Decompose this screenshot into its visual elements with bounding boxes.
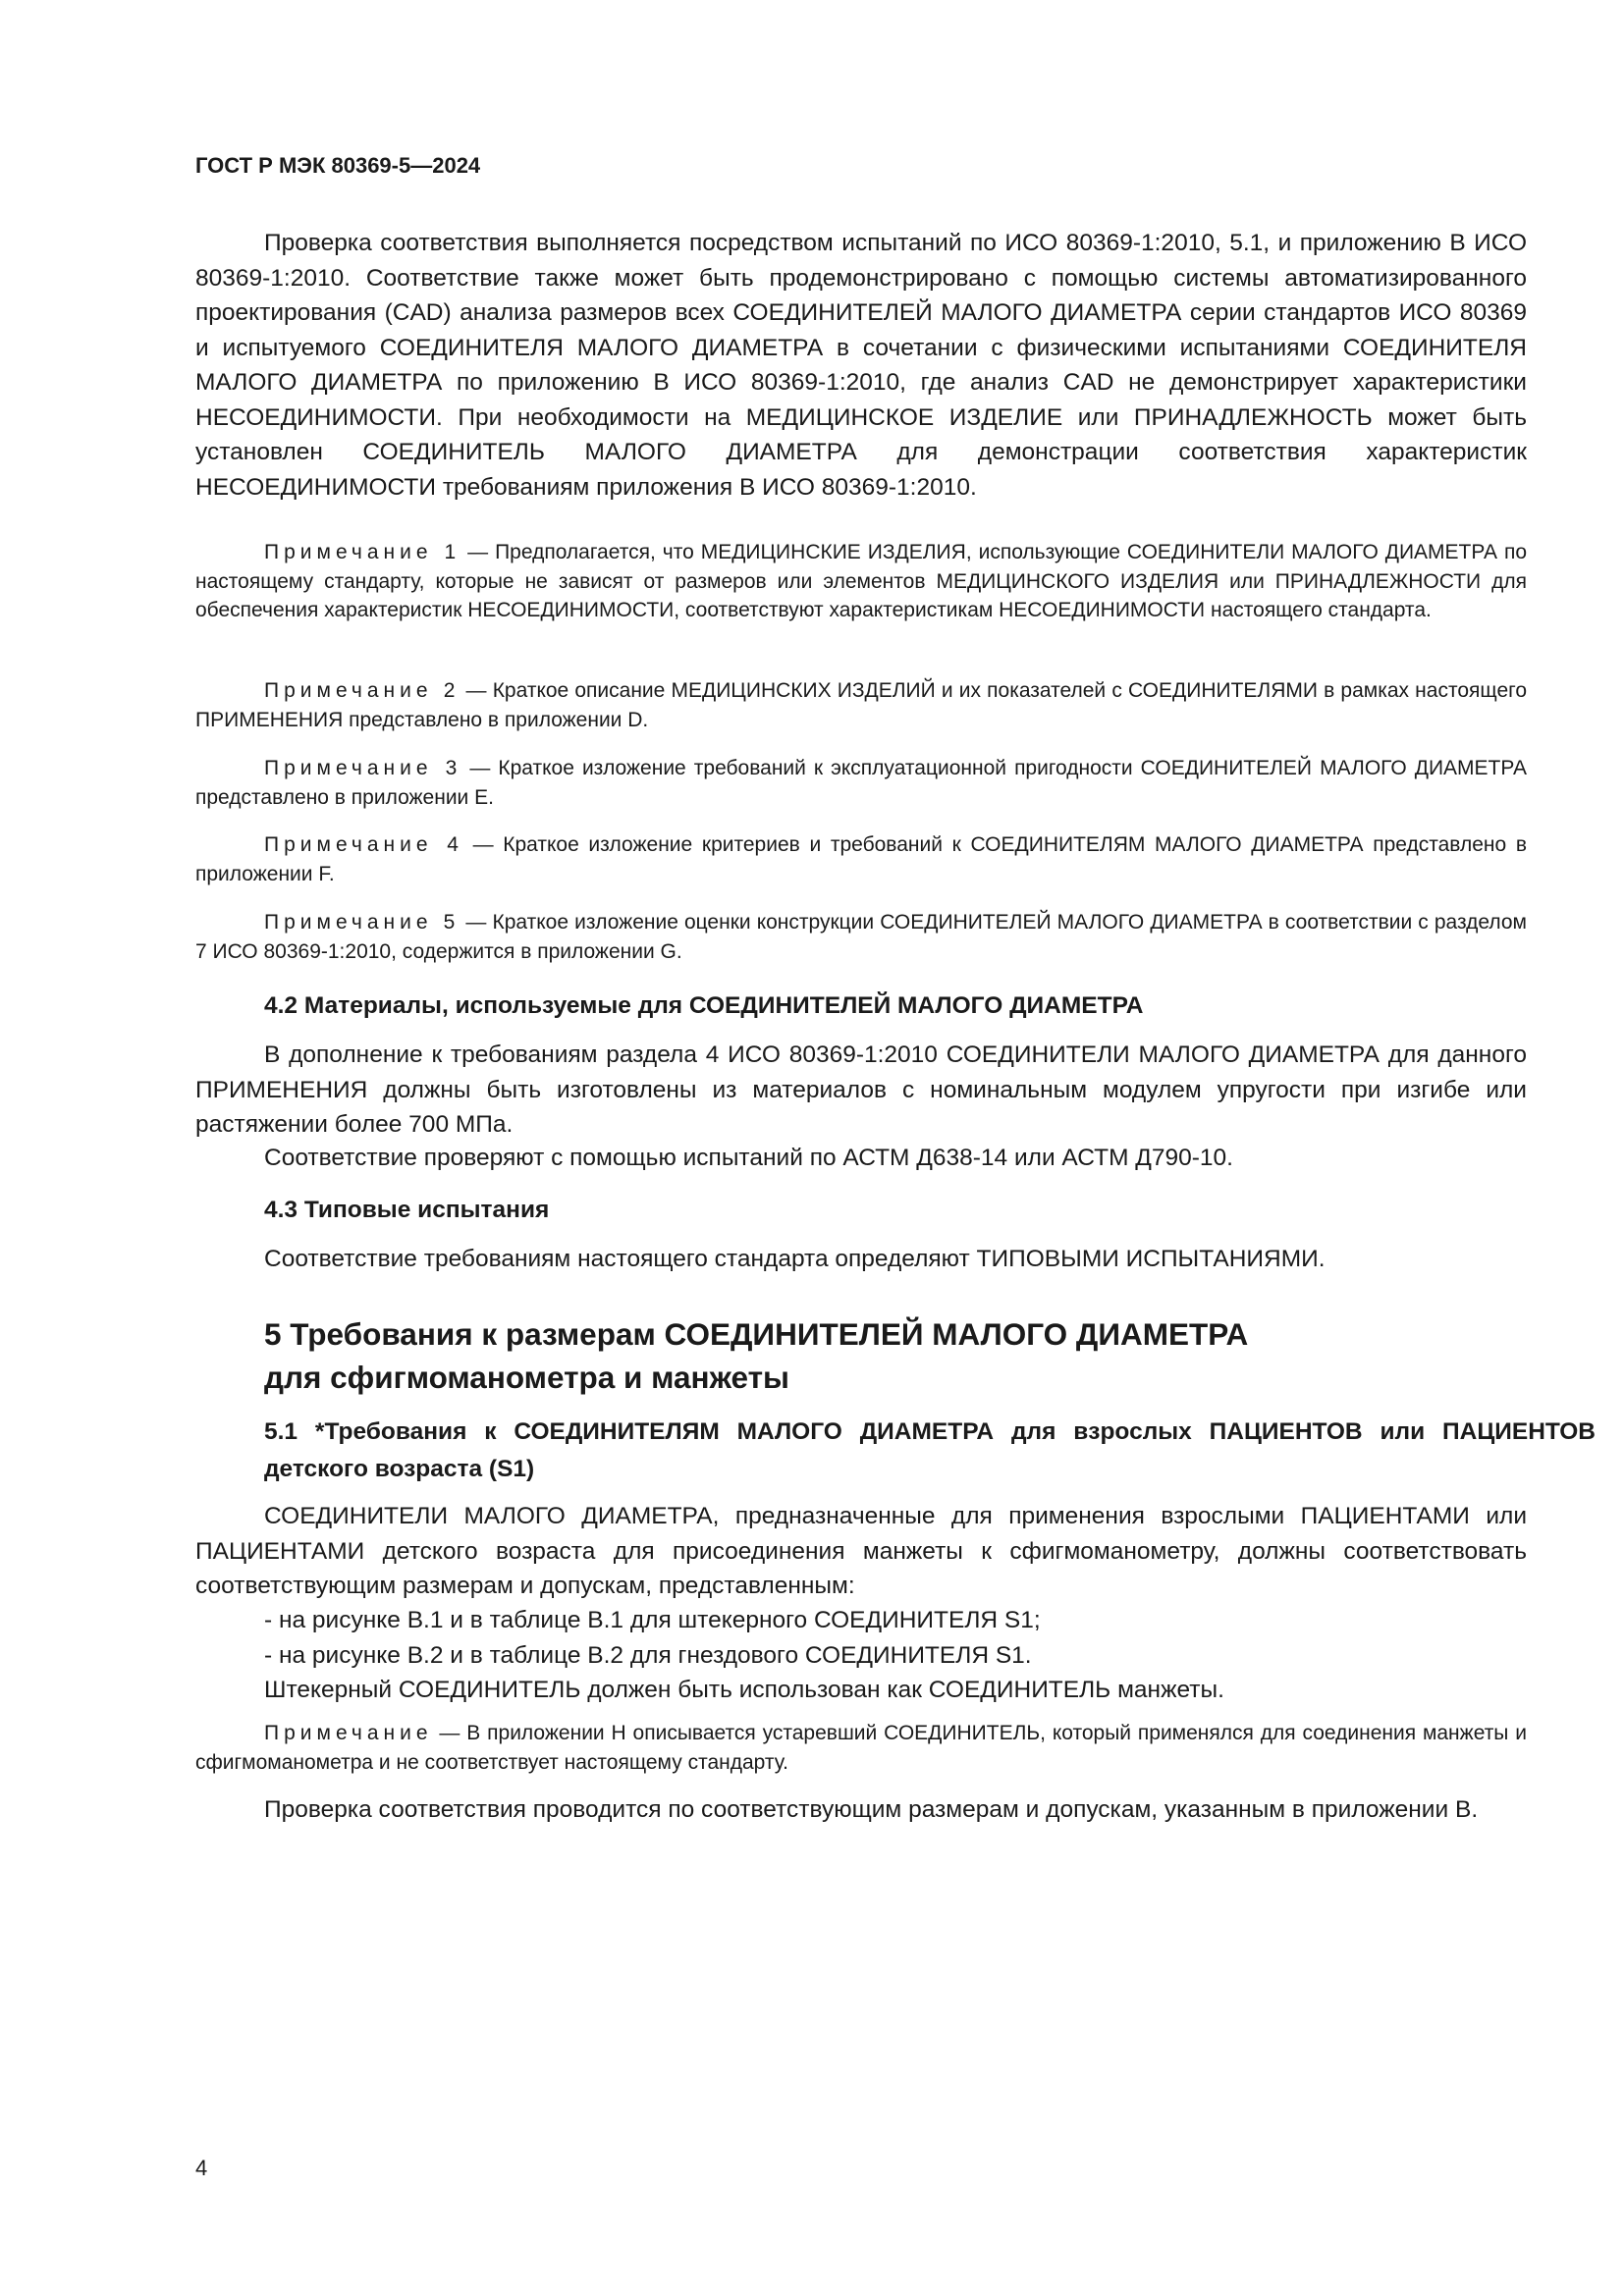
note-4 [195, 830, 1527, 888]
note-1 [195, 538, 1527, 625]
section-4-2-check: Соответствие проверяют с помощью испытаний по АСТМ Д638-14 или АСТМ Д790-10. [264, 1145, 1233, 1171]
section-5-heading-line-2: для сфигмоманометра и манжеты [264, 1360, 789, 1395]
note-label: Примечание 5 [264, 911, 460, 934]
note-label: Примечание 2 [264, 679, 460, 702]
note-label: Примечание 1 [264, 541, 461, 563]
note-label: Примечание 4 [264, 833, 463, 856]
section-5-1-paragraph: СОЕДИНИТЕЛИ МАЛОГО ДИАМЕТРА, предназначенные для применения взрослыми ПАЦИЕНТАМИ или ПАЦИЕНТАМИ детского возраста для присоединения манжеты к сфигмоманометру, должны соответствовать соответствующим размерам и допускам, представленным: [195, 1503, 1527, 1599]
note-5 [195, 908, 1527, 966]
note-text: — В приложении Н описывается устаревший СОЕДИНИТЕЛЬ, который применялся для соединения манжеты и сфигмоманометра и не соответствует настоящему стандарту. [195, 1722, 1527, 1774]
section-5-heading-line-1: 5 Требования к размерам СОЕДИНИТЕЛЕЙ МАЛОГО ДИАМЕТРА [264, 1316, 1249, 1352]
note-3 [195, 754, 1527, 812]
section-4-3-heading: 4.3 Типовые испытания [264, 1197, 550, 1223]
note-text: — Краткое описание МЕДИЦИНСКИХ ИЗДЕЛИЙ и их показателей с СОЕДИНИТЕЛЯМИ в рамках настоящего ПРИМЕНЕНИЯ представлено в приложении D. [195, 679, 1527, 731]
note-label: Примечание [264, 1722, 433, 1744]
plug-statement: Штекерный СОЕДИНИТЕЛЬ должен быть использован как СОЕДИНИТЕЛЬ манжеты. [264, 1677, 1224, 1703]
document-header: ГОСТ Р МЭК 80369-5—2024 [195, 153, 481, 178]
section-4-2-paragraph: В дополнение к требованиям раздела 4 ИСО 80369-1:2010 СОЕДИНИТЕЛИ МАЛОГО ДИАМЕТРА для данного ПРИМЕНЕНИЯ должны быть изготовлены из материалов с номинальным модулем упругости при изгибе или растяжении более 700 МПа. [195, 1041, 1527, 1138]
note-2 [195, 676, 1527, 734]
note-label: Примечание 3 [264, 757, 462, 779]
section-5-1-check: Проверка соответствия проводится по соответствующим размерам и допускам, указанным в приложении В. [264, 1796, 1479, 1823]
section-5-heading [195, 1312, 1596, 1399]
section-5-1-note [195, 1719, 1527, 1777]
note-text: — Краткое изложение критериев и требований к СОЕДИНИТЕЛЯМ МАЛОГО ДИАМЕТРА представлено в приложении F. [195, 833, 1527, 885]
intro-paragraph: Проверка соответствия выполняется посредством испытаний по ИСО 80369-1:2010, 5.1, и приложению В ИСО 80369-1:2010. Соответствие также может быть продемонстрировано с помощью системы автоматизированного проектирования (CAD) анализа размеров всех СОЕДИНИТЕЛЕЙ МАЛОГО ДИАМЕТРА серии стандартов ИСО 80369 и испытуемого СОЕДИНИТЕЛЯ МАЛОГО ДИАМЕТРА в сочетании с физическими испытаниями СОЕДИНИТЕЛЯ МАЛОГО ДИАМЕТРА по приложению В ИСО 80369-1:2010, где анализ CAD не демонстрирует характеристики НЕСОЕДИНИМОСТИ. При необходимости на МЕДИЦИНСКОЕ ИЗДЕЛИЕ или ПРИНАДЛЕЖНОСТЬ может быть установлен СОЕДИНИТЕЛЬ МАЛОГО ДИАМЕТРА для демонстрации соответствия характеристик НЕСОЕДИНИМОСТИ требованиям приложения В ИСО 80369-1:2010. [195, 230, 1527, 501]
section-4-2-heading: 4.2 Материалы, используемые для СОЕДИНИТЕЛЕЙ МАЛОГО ДИАМЕТРА [264, 992, 1144, 1019]
note-text: — Краткое изложение оценки конструкции СОЕДИНИТЕЛЕЙ МАЛОГО ДИАМЕТРА в соответствии с разделом 7 ИСО 80369-1:2010, содержится в приложении G. [195, 911, 1527, 963]
section-5-1-heading: 5.1 *Требования к СОЕДИНИТЕЛЯМ МАЛОГО ДИАМЕТРА для взрослых ПАЦИЕНТОВ или ПАЦИЕНТОВ детского возраста (S1) [264, 1418, 1596, 1482]
list-item: - на рисунке В.1 и в таблице В.1 для штекерного СОЕДИНИТЕЛЯ S1; [264, 1607, 1041, 1633]
note-text: — Предполагается, что МЕДИЦИНСКИЕ ИЗДЕЛИЯ, использующие СОЕДИНИТЕЛИ МАЛОГО ДИАМЕТРА по настоящему стандарту, которые не зависят от размеров или элементов МЕДИЦИНСКОГО ИЗДЕЛИЯ или ПРИНАДЛЕЖНОСТИ для обеспечения характеристик НЕСОЕДИНИМОСТИ, соответствуют характеристикам НЕСОЕДИНИМОСТИ настоящего стандарта. [195, 541, 1527, 621]
section-4-3-paragraph: Соответствие требованиям настоящего стандарта определяют ТИПОВЫМИ ИСПЫТАНИЯМИ. [264, 1246, 1326, 1272]
list-item: - на рисунке В.2 и в таблице В.2 для гнездового СОЕДИНИТЕЛЯ S1. [264, 1642, 1032, 1669]
page-number: 4 [195, 2156, 208, 2180]
note-text: — Краткое изложение требований к эксплуатационной пригодности СОЕДИНИТЕЛЕЙ МАЛОГО ДИАМЕТРА представлено в приложении Е. [195, 757, 1527, 809]
